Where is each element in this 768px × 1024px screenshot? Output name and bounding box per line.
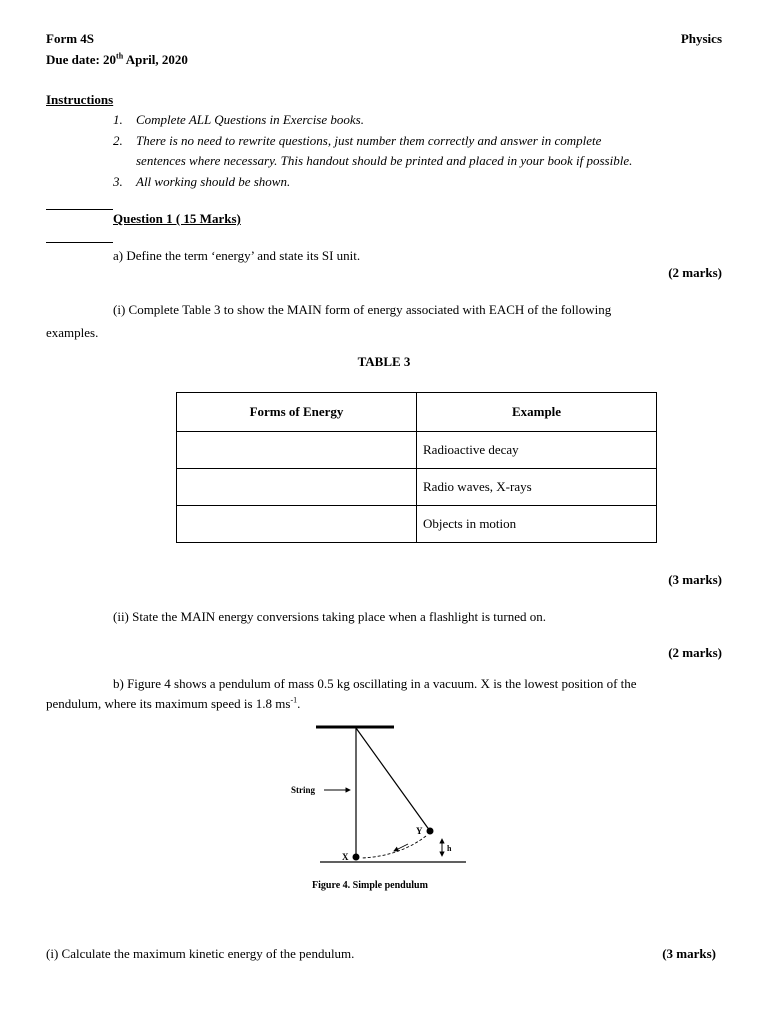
question-b-line1: b) Figure 4 shows a pendulum of mass 0.5 kg oscillating in a vacuum. X is the lowest position of the xyxy=(113,676,637,691)
instruction-num-3: 3. xyxy=(113,174,123,189)
question-ai-line1: (i) Complete Table 3 to show the MAIN form of energy associated with EACH of the following xyxy=(113,302,612,317)
swing-arrow xyxy=(394,844,408,851)
pendulum-figure xyxy=(280,718,480,898)
table-cell-form-blank xyxy=(177,506,417,543)
question-b-line2-text: pendulum, where its maximum speed is 1.8 ms xyxy=(46,696,291,711)
table-cell-example: Radio waves, X-rays xyxy=(417,469,657,506)
pendulum-string-displaced xyxy=(356,728,430,831)
energy-table xyxy=(176,392,657,543)
table-header-example: Example xyxy=(417,393,657,432)
due-date xyxy=(46,52,188,68)
instruction-num-1: 1. xyxy=(113,112,123,127)
figure-caption: Figure 4. Simple pendulum xyxy=(312,880,428,891)
question-bi-text: (i) Calculate the maximum kinetic energy of the pendulum. xyxy=(46,946,355,961)
question-ai-marks: (3 marks) xyxy=(668,572,722,587)
due-date-label: Due date: 20 xyxy=(46,52,117,67)
string-label: String xyxy=(291,785,316,795)
subject-label: Physics xyxy=(680,31,722,46)
question-aii-text: (ii) State the MAIN energy conversions taking place when a flashlight is turned on. xyxy=(113,609,546,624)
table-cell-form-blank xyxy=(177,469,417,506)
due-date-rest: April, 2020 xyxy=(123,52,188,67)
table-header-forms: Forms of Energy xyxy=(177,393,417,432)
instruction-num-2: 2. xyxy=(113,133,123,148)
instruction-text-2: There is no need to rewrite questions, just number them correctly and answer in complete xyxy=(136,133,602,148)
question-b-line2 xyxy=(46,696,300,712)
bob-x xyxy=(353,854,360,861)
form-label: Form 4S xyxy=(46,31,95,46)
instruction-text-1: Complete ALL Questions in Exercise books. xyxy=(136,112,364,127)
table-cell-example: Objects in motion xyxy=(417,506,657,543)
question-a-text: a) Define the term ‘energy’ and state its SI unit. xyxy=(113,248,361,263)
instruction-text-3: All working should be shown. xyxy=(136,174,291,189)
instruction-text-2-cont: sentences where necessary. This handout should be printed and placed in your book if possible. xyxy=(136,153,633,168)
question-bi-marks: (3 marks) xyxy=(662,946,716,961)
question-b-line2-sup: -1 xyxy=(290,695,298,705)
question-ai-line2: examples. xyxy=(46,325,99,340)
instructions-heading: Instructions xyxy=(46,92,114,107)
question-1-title: Question 1 ( 15 Marks) xyxy=(113,211,241,226)
table-cell-form-blank xyxy=(177,432,417,469)
table-cell-example: Radioactive decay xyxy=(417,432,657,469)
swing-path xyxy=(362,836,426,858)
x-label: X xyxy=(342,852,349,862)
table-header-row xyxy=(177,393,657,432)
rule-lower xyxy=(46,242,113,243)
table-row xyxy=(177,432,657,469)
table-title: TABLE 3 xyxy=(357,354,411,369)
question-aii-marks: (2 marks) xyxy=(668,645,722,660)
bob-y xyxy=(427,828,434,835)
y-label: Y xyxy=(416,826,423,836)
question-a-marks: (2 marks) xyxy=(668,265,722,280)
h-label: h xyxy=(447,844,452,853)
question-b-line2-end: . xyxy=(297,696,301,711)
due-date-sup: th xyxy=(116,51,124,61)
table-row xyxy=(177,506,657,543)
table-row xyxy=(177,469,657,506)
rule-upper xyxy=(46,209,113,210)
